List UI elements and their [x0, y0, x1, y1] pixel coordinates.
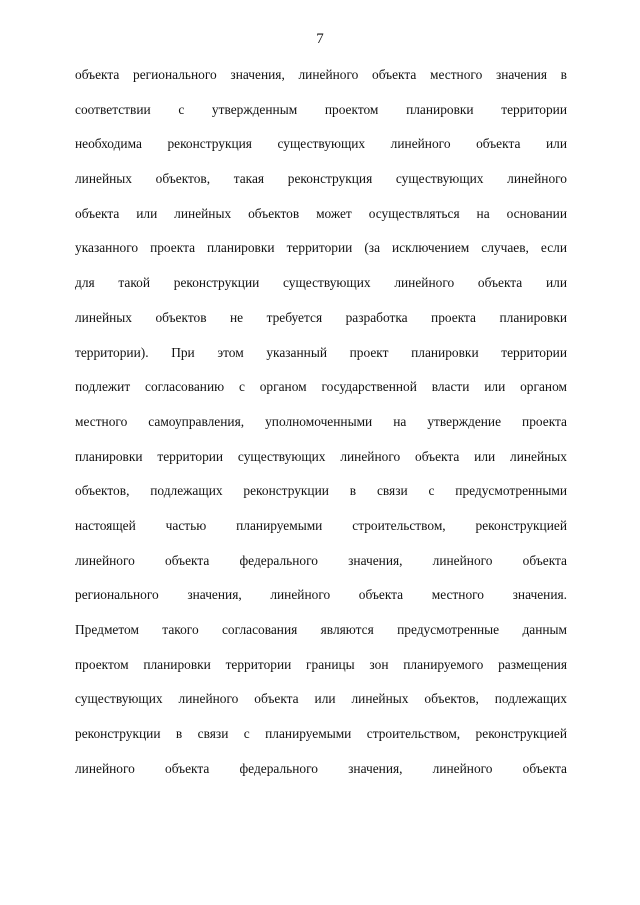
- text-line: соответствии с утвержденным проектом планировки территории: [75, 101, 567, 117]
- body-text: [75, 64, 567, 792]
- text-line: объекта регионального значения, линейного объекта местного значения в: [75, 67, 567, 82]
- text-line: территории). При этом указанный проект планировки территории: [75, 344, 567, 360]
- text-line: регионального значения, линейного объекта местного значения.: [75, 587, 567, 603]
- text-line: местного самоуправления, уполномоченными на утверждение проекта: [75, 413, 567, 429]
- page-number: 7: [316, 31, 324, 47]
- text-line: объектов, подлежащих реконструкции в связи с предусмотренными: [75, 483, 567, 499]
- text-line: настоящей частью планируемыми строительством, реконструкцией: [75, 517, 567, 533]
- text-line: линейного объекта федерального значения, линейного объекта: [75, 552, 567, 568]
- text-line: Предметом такого согласования являются предусмотренные данным: [75, 622, 567, 637]
- text-line: планировки территории существующих линейного объекта или линейных: [75, 448, 567, 464]
- text-line: линейных объектов не требуется разработка проекта планировки: [75, 309, 567, 325]
- text-line: линейного объекта федерального значения, линейного объекта: [75, 760, 567, 776]
- text-line: реконструкции в связи с планируемыми строительством, реконструкцией: [75, 726, 567, 742]
- text-line: существующих линейного объекта или линейных объектов, подлежащих: [75, 691, 567, 707]
- text-line: необходима реконструкция существующих линейного объекта или: [75, 136, 567, 152]
- text-line: указанного проекта планировки территории (за исключением случаев, если: [75, 240, 567, 256]
- text-line: для такой реконструкции существующих линейного объекта или: [75, 275, 567, 291]
- text-line: линейных объектов, такая реконструкция существующих линейного: [75, 171, 567, 187]
- text-line: объекта или линейных объектов может осуществляться на основании: [75, 205, 567, 221]
- text-line: проектом планировки территории границы зон планируемого размещения: [75, 656, 567, 672]
- text-line: подлежит согласованию с органом государственной власти или органом: [75, 379, 567, 395]
